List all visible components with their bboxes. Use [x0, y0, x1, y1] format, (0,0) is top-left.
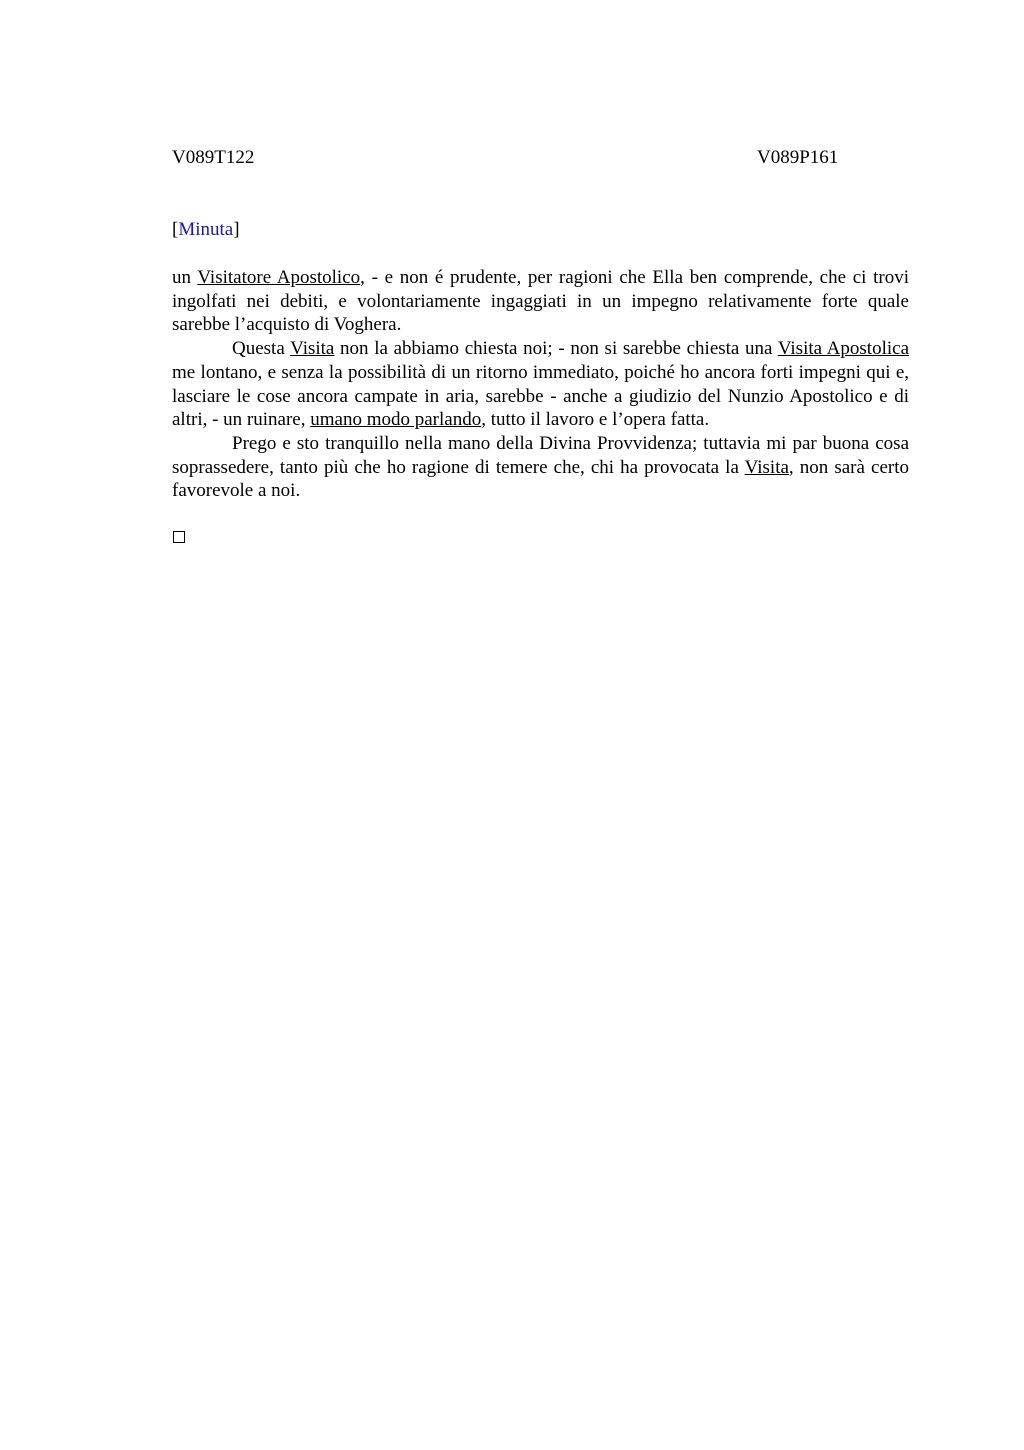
letter-body	[172, 266, 909, 503]
minuta-close-bracket: ]	[233, 219, 240, 240]
text-span: non la abbiamo chiesta noi; - non si sarebbe chiesta una	[334, 338, 778, 360]
underlined-term: Visitatore Apostolico	[197, 267, 361, 288]
minuta-label	[172, 218, 240, 242]
paragraph-3	[172, 432, 909, 503]
paragraph-2	[172, 337, 909, 432]
text-span: un	[172, 267, 198, 288]
text-span: Questa	[232, 338, 291, 360]
underlined-term: Visita	[744, 456, 789, 478]
text-span: me lontano, e senza la possibilità di un ritorno immediato, poiché ho ancora forti impegni qui e, lasciare le cose ancora campate in aria, sarebbe - anche a giudizio del Nunzio Apostolico e di altri, - un ruinare,	[172, 361, 909, 431]
underlined-term: Visita	[290, 338, 335, 360]
header-right-code: V089P161	[757, 147, 839, 168]
underlined-term: Visita Apostolica	[777, 338, 910, 360]
text-span: , non sarà certo favorevole a noi.	[172, 456, 909, 502]
text-span: Prego e sto tranquillo nella mano della Divina Provvidenza; tuttavia mi par buona cosa soprassedere, tanto più che ho ragione di temere che, chi ha provocata la	[172, 432, 909, 478]
minuta-open-bracket: [	[172, 219, 179, 240]
square-outline-icon	[173, 531, 185, 543]
text-span: , tutto il lavoro e l’opera fatta.	[481, 409, 710, 431]
minuta-link[interactable]: Minuta	[178, 219, 234, 240]
paragraph-1	[172, 266, 909, 337]
text-span: , - e non é prudente, per ragioni che Ella ben comprende, che ci trovi ingolfati nei debiti, e volontariamente ingaggiati in un impegno relativamente forte quale sarebbe l’acquisto di Voghera.	[172, 267, 909, 336]
header-left-code: V089T122	[172, 147, 255, 168]
underlined-term: umano modo parlando	[310, 409, 482, 431]
